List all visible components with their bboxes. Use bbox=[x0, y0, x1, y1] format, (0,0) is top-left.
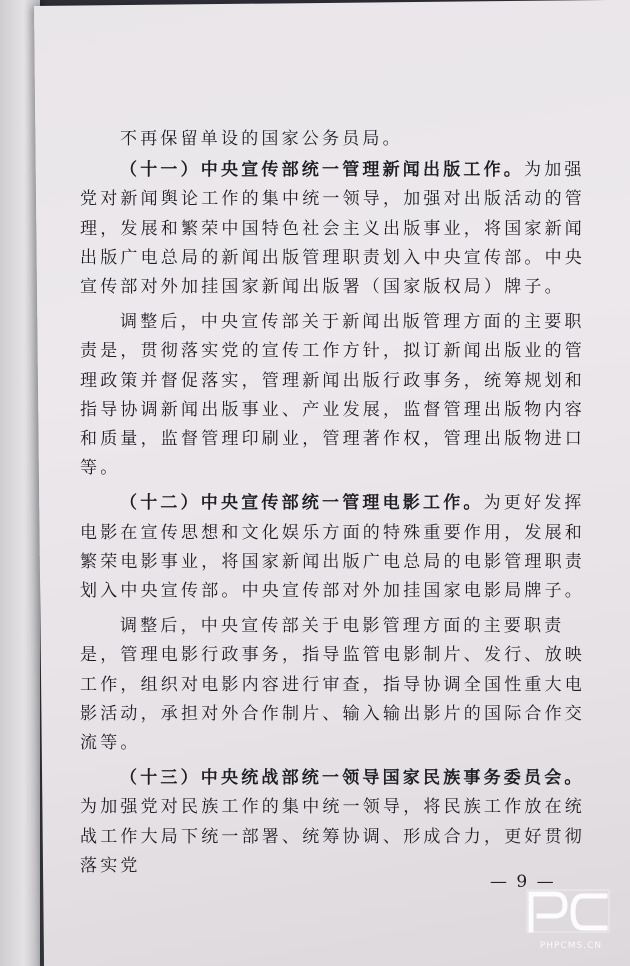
paragraph-2-heading: （十一）中央宣传部统一管理新闻出版工作。 bbox=[120, 160, 524, 181]
paragraph-3-text: 调整后，中央宣传部关于新闻出版管理方面的主要职责是，贯彻落实党的宣传工作方针，拟订新闻出版业的管理政策并督促落实，管理新闻出版行政事务，统筹规划和指导协调新闻出版事业、产业发展，监督管理出版物内容和质量，监督管理印刷业，管理著作权，管理出版物进口等。 bbox=[80, 312, 585, 479]
paragraph-2-text: 为加强党对新闻舆论工作的集中统一领导，加强对出版活动的管理，发展和繁荣中国特色社会主义出版事业，将国家新闻出版广电总局的新闻出版管理职责划入中央宣传部。中央宣传部对外加挂国家新闻出版署（国家版权局）牌子。 bbox=[80, 160, 585, 298]
paragraph-4-text: 为更好发挥电影在宣传思想和文化娱乐方面的特殊重要作用，发展和繁荣电影事业，将国家新闻出版广电总局的电影管理职责划入中央宣传部。中央宣传部对外加挂国家电影局牌子。 bbox=[80, 493, 585, 602]
paragraph-2 bbox=[80, 156, 600, 302]
paragraph-5-text: 调整后，中央宣传部关于电影管理方面的主要职责是，管理电影行政事务，指导监管电影制片、发行、放映工作，组织对电影内容进行审查，指导协调全国性重大电影活动，承担对外合作制片、输入输出影片的国际合作交流等。 bbox=[80, 616, 585, 754]
underlying-page-edge bbox=[0, 0, 40, 966]
paragraph-4 bbox=[80, 489, 600, 606]
paragraph-6 bbox=[80, 764, 600, 881]
pc-logo-icon bbox=[525, 888, 611, 934]
paragraph-6-text: 为加强党对民族工作的集中统一领导，将民族工作放在统战工作大局下统一部署、统筹协调、形成合力，更好贯彻落实党 bbox=[80, 797, 585, 876]
document-body bbox=[80, 125, 600, 881]
paragraph-6-heading: （十三）中央统战部统一领导国家民族事务委员会。 bbox=[120, 768, 585, 789]
paragraph-1 bbox=[80, 125, 600, 154]
paragraph-4-heading: （十二）中央宣传部统一管理电影工作。 bbox=[120, 493, 484, 514]
page-number: — 9 — bbox=[490, 872, 556, 892]
watermark-site-text: PHPCMS.CN bbox=[539, 941, 603, 951]
paragraph-5 bbox=[80, 612, 600, 758]
paragraph-1-text: 不再保留单设的国家公务员局。 bbox=[120, 129, 403, 149]
site-watermark bbox=[525, 888, 617, 956]
paragraph-3 bbox=[80, 308, 600, 483]
